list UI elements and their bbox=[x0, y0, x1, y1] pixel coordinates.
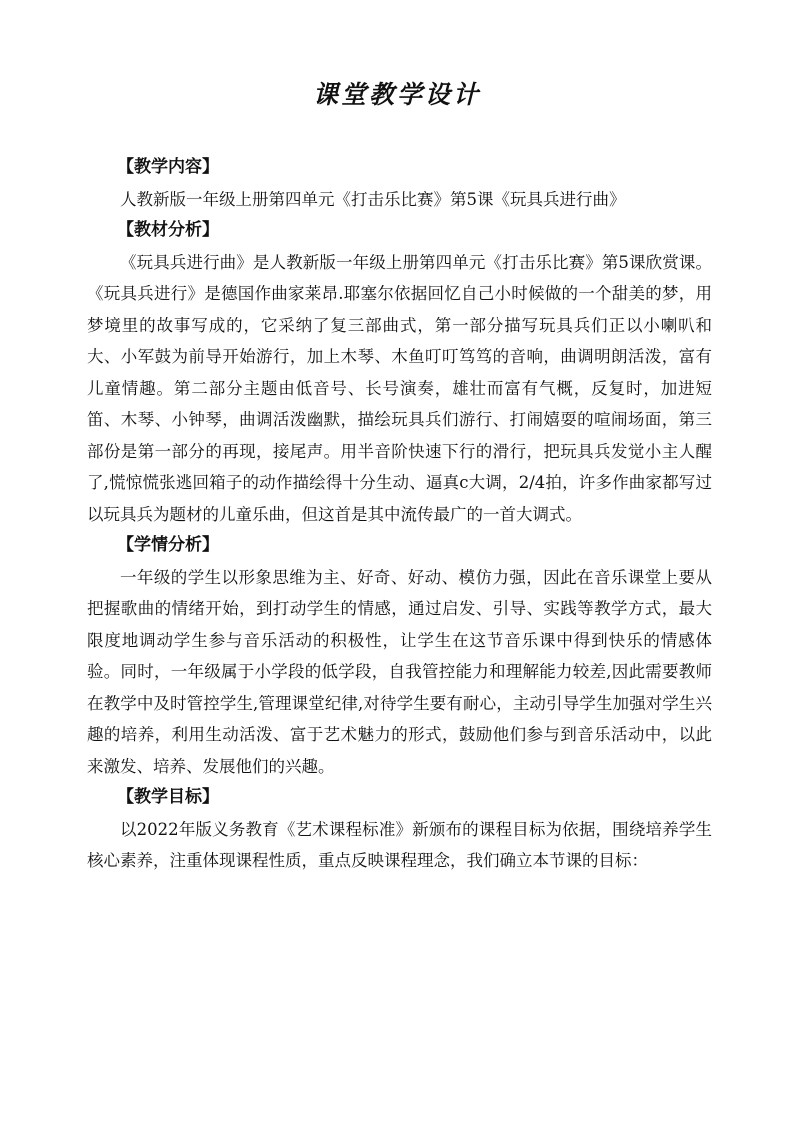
section-text-students: 一年级的学生以形象思维为主、好奇、好动、模仿力强，因此在音乐课堂上要从把握歌曲的情绪开始，到打动学生的情感，通过启发、引导、实践等教学方式，最大限度地调动学生参与音乐活动的积极性，让学生在这节音乐课中得到快乐的情感体验。同时，一年级属于小学段的低学段，自我管控能力和理解能力较差,因此需要教师在教学中及时管控学生,管理课堂纪律,对待学生要有耐心，主动引导学生加强对学生兴趣的培养，利用生动活泼、富于艺术魅力的形式，鼓励他们参与到音乐活动中，以此来激发、培养、发展他们的兴趣。 bbox=[87, 567, 712, 776]
section-heading-students: 【学情分析】 bbox=[117, 535, 219, 555]
document-title: 课堂教学设计 bbox=[312, 80, 481, 109]
section-text-goals: 以2022年版义务教育《艺术课程标准》新颁布的课程目标为依据，围绕培养学生核心素养，注重体现课程性质，重点反映课程理念，我们确立本节课的目标： bbox=[87, 819, 712, 870]
section-heading-material: 【教材分析】 bbox=[117, 220, 219, 240]
document-body bbox=[87, 152, 712, 877]
section-heading-content: 【教学内容】 bbox=[117, 157, 219, 177]
section-text-material: 《玩具兵进行曲》是人教新版一年级上册第四单元《打击乐比赛》第5课欣赏课。《玩具兵进行》是德国作曲家莱昂.耶塞尔依据回忆自己小时候做的一个甜美的梦，用梦境里的故事写成的，它采纳了复三部曲式，第一部分描写玩具兵们正以小喇叭和大、小军鼓为前导开始游行，加上木琴、木鱼叮叮笃笃的音响，曲调明朗活泼，富有儿童情趣。第二部分主题由低音号、长号演奏，雄壮而富有气概，反复时，加进短笛、木琴、小钟琴，曲调活泼幽默，描绘玩具兵们游行、打闹嬉耍的喧闹场面，第三部份是第一部分的再现，接尾声。用半音阶快速下行的滑行，把玩具兵发觉小主人醒了,慌惊慌张逃回箱子的动作描绘得十分生动、逼真c大调，2/4拍，许多作曲家都写过以玩具兵为题材的儿童乐曲，但这首是其中流传最广的一首大调式。 bbox=[87, 252, 712, 524]
section-heading-goals: 【教学目标】 bbox=[117, 787, 219, 807]
section-text-content: 人教新版一年级上册第四单元《打击乐比赛》第5课《玩具兵进行曲》 bbox=[120, 189, 626, 209]
